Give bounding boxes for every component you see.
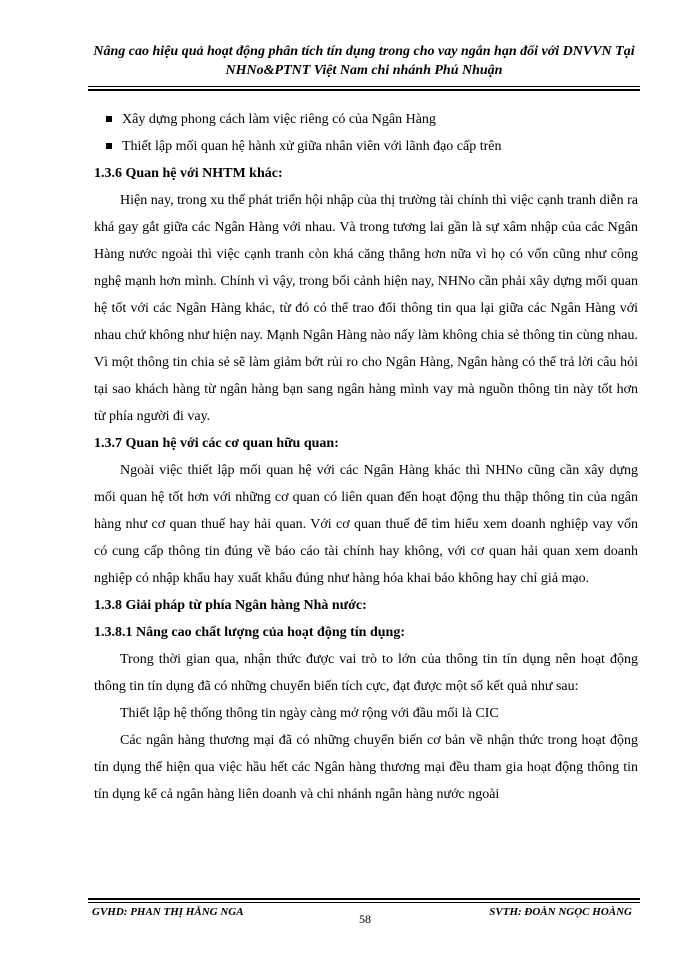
paragraph-136: Hiện nay, trong xu thế phát triển hội nhập của thị trường tài chính thì việc cạnh tranh diễn ra khá gay gắt giữa các Ngân Hàng với nhau. Và trong tương lai gần là sự xâm nhập của các Ngân Hàng nước ngoài thì việc cạnh tranh còn khá căng thẳng hơn nữa vì họ có vốn cũng như công nghệ mạnh hơn mình. Chính vì vậy, trong bối cảnh hiện nay, NHNo cần phải xây dựng mối quan hệ tốt với các Ngân Hàng khác, từ đó có thể trao đổi thông tin qua lại giữa các Ngân Hàng với nhau chứ không như hiện nay. Mạnh Ngân Hàng nào nấy làm không chia sẻ thông tin cùng nhau. Vì một thông tin chia sẻ sẽ làm giảm bớt rủi ro cho Ngân Hàng, Ngân hàng có thể trả lời câu hỏi tại sao khách hàng từ ngân hàng bạn sang ngân hàng mình vay mà nguồn thông tin này tốt hơn từ phía người đi vay. [94,193,638,424]
document-body [94,106,638,808]
footer-divider-thick [88,898,640,900]
section-heading-138: 1.3.8 Giải pháp từ phía Ngân hàng Nhà nước: [94,598,367,613]
paragraph-137: Ngoài việc thiết lập mối quan hệ với các Ngân Hàng khác thì NHNo cũng cần xây dựng mối quan hệ tốt hơn với những cơ quan có liên quan đến hoạt động thu thập thông tin của ngân hàng như cơ quan thuế hay hải quan. Với cơ quan thuế để tìm hiểu xem doanh nghiệp vay vốn có cung cấp thông tin đúng về báo cáo tài chính hay không, với cơ quan hải quan xem doanh nghiệp có nhập khẩu hay xuất khẩu đúng như hàng hóa khai báo không hay chỉ giả mạo. [94,463,638,586]
square-bullet-icon [106,116,112,122]
square-bullet-icon [106,143,112,149]
footer-divider [88,902,640,903]
paragraph-1381-a: Trong thời gian qua, nhận thức được vai trò to lớn của thông tin tín dụng nên hoạt động thông tin tín dụng đã có những chuyển biến tích cực, đạt được một số kết quả như sau: [94,652,638,694]
header-divider [88,86,640,87]
page-header [88,42,640,80]
footer-advisor: GVHD: PHAN THỊ HẰNG NGA [92,906,244,918]
page-number: 58 [359,912,371,926]
header-title-line1: Nâng cao hiệu quả hoạt động phân tích tín dụng trong cho vay ngắn hạn đối với DNVVN Tại [93,44,635,59]
section-heading-137: 1.3.7 Quan hệ với các cơ quan hữu quan: [94,436,339,451]
subsection-heading-1381: 1.3.8.1 Nâng cao chất lượng của hoạt động tín dụng: [94,625,405,640]
cic-line: Thiết lập hệ thống thông tin ngày càng mở rộng với đầu mối là CIC [120,706,499,721]
header-title-line2: NHNo&PTNT Việt Nam chi nhánh Phú Nhuận [225,63,503,78]
bullet-item [94,106,638,133]
bullet-text: Xây dựng phong cách làm việc riêng có của Ngân Hàng [122,112,436,127]
paragraph-1381-b: Các ngân hàng thương mại đã có những chuyển biến cơ bản về nhận thức trong hoạt động tín dụng thể hiện qua việc hầu hết các Ngân hàng thương mại đều tham gia hoạt động thông tin tín dụng kể cả ngân hàng liên doanh và chi nhánh ngân hàng nước ngoài [94,733,638,802]
bullet-item [94,133,638,160]
header-divider-thick [88,89,640,91]
bullet-text: Thiết lập mối quan hệ hành xử giữa nhân viên với lãnh đạo cấp trên [122,139,502,154]
footer-student: SVTH: ĐOÀN NGỌC HOÀNG [489,906,632,918]
section-heading-136: 1.3.6 Quan hệ với NHTM khác: [94,166,283,181]
